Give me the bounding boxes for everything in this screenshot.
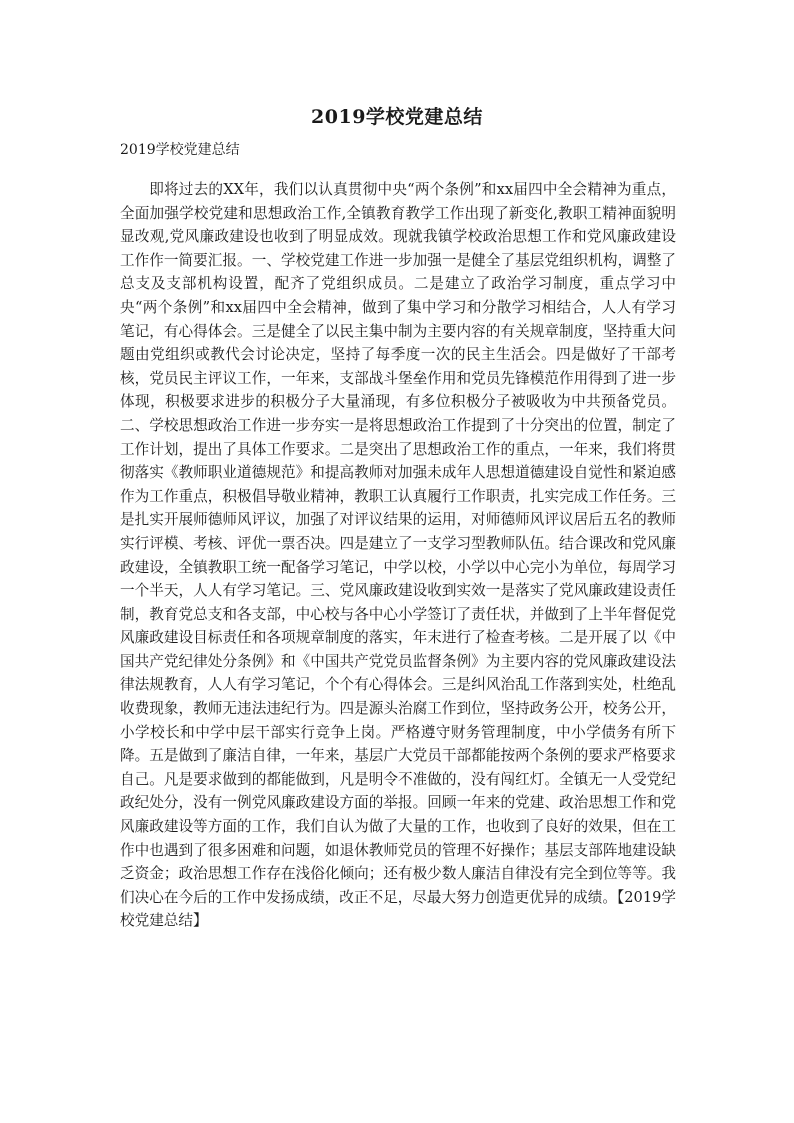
document-subtitle: 2019学校党建总结	[120, 142, 240, 158]
document-title: 2019学校党建总结	[311, 106, 483, 128]
document-body-paragraph: 即将过去的XX年，我们以认真贯彻中央“两个条例”和xx届四中全会精神为重点，全面加强学校党建和思想政治工作,全镇教育教学工作出现了新变化,教职工精神面貌明显改观,党风廉政建设也收到了明显成效。现就我镇学校政治思想工作和党风廉政建设工作作一简要汇报。一、学校党建工作进一步加强一是健全了基层党组织机构，调整了总支及支部机构设置，配齐了党组织成员。二是建立了政治学习制度，重点学习中央“两个条例”和xx届四中全会精神，做到了集中学习和分散学习相结合，人人有学习笔记，有心得体会。三是健全了以民主集中制为主要内容的有关规章制度，坚持重大问题由党组织或教代会讨论决定，坚持了每季度一次的民主生活会。四是做好了干部考核，党员民主评议工作，一年来，支部战斗堡垒作用和党员先锋模范作用得到了进一步体现，积极要求进步的积极分子大量涌现，有多位积极分子被吸收为中共预备党员。二、学校思想政治工作进一步夯实一是将思想政治工作提到了十分突出的位置，制定了工作计划，提出了具体工作要求。二是突出了思想政治工作的重点，一年来，我们将贯彻落实《教师职业道德规范》和提高教师对加强未成年人思想道德建设自觉性和紧迫感作为工作重点，积极倡导敬业精神，教职工认真履行工作职责，扎实完成工作任务。三是扎实开展师德师风评议，加强了对评议结果的运用，对师德师风评议居后五名的教师实行评模、考核、评优一票否决。四是建立了一支学习型教师队伍。结合课改和党风廉政建设，全镇教职工统一配备学习笔记，中学以校，小学以中心完小为单位，每周学习一个半天，人人有学习笔记。三、党风廉政建设收到实效一是落实了党风廉政建设责任制，教育党总支和各支部，中心校与各中心小学签订了责任状，并做到了上半年督促党风廉政建设目标责任和各项规章制度的落实，年末进行了检查考核。二是开展了以《中国共产党纪律处分条例》和《中国共产党党员监督条例》为主要内容的党风廉政建设法律法规教育，人人有学习笔记，个个有心得体会。三是纠风治乱工作落到实处，杜绝乱收费现象，教师无违法违纪行为。四是源头治腐工作到位，坚持政务公开，校务公开，小学校长和中学中层干部实行竞争上岗。严格遵守财务管理制度，中小学债务有所下降。五是做到了廉洁自律，一年来，基层广大党员干部都能按两个条例的要求严格要求自己。凡是要求做到的都能做到，凡是明令不准做的，没有闯红灯。全镇无一人受党纪政纪处分，没有一例党风廉政建设方面的举报。回顾一年来的党建、政治思想工作和党风廉政建设等方面的工作，我们自认为做了大量的工作，也收到了良好的效果，但在工作中也遇到了很多困难和问题，如退休教师党员的管理不好操作；基层支部阵地建设缺乏资金；政治思想工作存在浅俗化倾向；还有极少数人廉洁自律没有完全到位等等。我们决心在今后的工作中发扬成绩，改正不足，尽最大努力创造更优异的成绩。【2019学校党建总结】	[120, 181, 676, 930]
